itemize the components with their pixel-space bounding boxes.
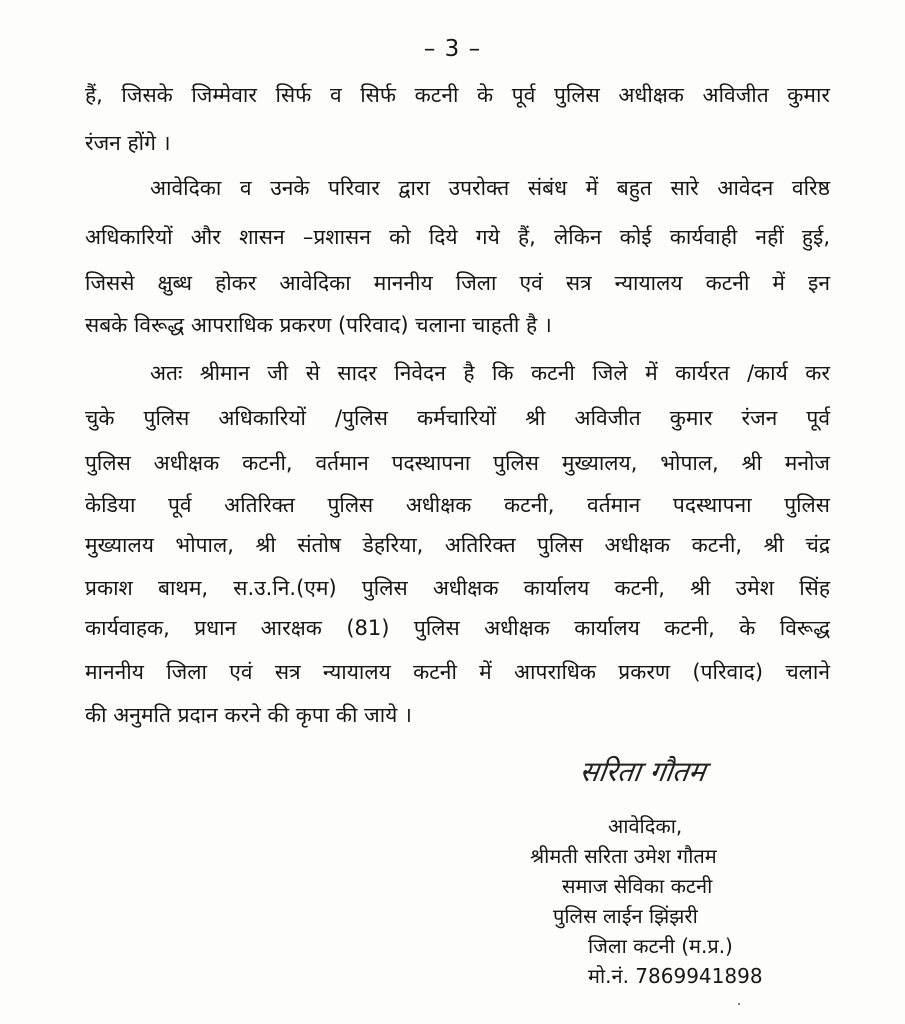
paragraph-1-line-2: रंजन होंगे । bbox=[85, 131, 171, 155]
paragraph-3-line-8: माननीय जिला एवं सत्र न्यायालय कटनी में आपराधिक प्रकरण (परिवाद) चलाने bbox=[85, 660, 830, 684]
paragraph-3-line-2: चुके पुलिस अधिकारियों /पुलिस कर्मचारियों श्री अविजीत कुमार रंजन पूर्व bbox=[85, 406, 830, 430]
paragraph-3-line-6: प्रकाश बाथम, स.उ.नि.(एम) पुलिस अधीक्षक कार्यालय कटनी, श्री उमेश सिंह bbox=[85, 576, 830, 600]
handwritten-signature: सरिता गौतम bbox=[577, 755, 708, 788]
sender-name: श्रीमती सरिता उमेश गौतम bbox=[530, 844, 717, 868]
paragraph-2-line-4: सबके विरूद्ध आपराधिक प्रकरण (परिवाद) चलाना चाहती है । bbox=[85, 313, 552, 337]
sender-address: पुलिस लाईन झिंझरी bbox=[553, 904, 698, 928]
sender-district: जिला कटनी (म.प्र.) bbox=[588, 934, 733, 958]
paragraph-3-line-1: अतः श्रीमान जी से सादर निवेदन है कि कटनी जिले में कार्यरत /कार्य कर bbox=[150, 361, 830, 385]
paragraph-3-line-9: की अनुमति प्रदान करने की कृपा की जाये । bbox=[85, 703, 412, 727]
scan-speck bbox=[738, 1003, 740, 1005]
paragraph-2-line-3: जिससे क्षुब्ध होकर आवेदिका माननीय जिला एवं सत्र न्यायालय कटनी में इन bbox=[85, 271, 830, 295]
page-number: – 3 – bbox=[423, 36, 482, 62]
paragraph-2-line-1: आवेदिका व उनके परिवार द्वारा उपरोक्त संबंध में बहुत सारे आवेदन वरिष्ठ bbox=[150, 176, 830, 200]
sender-designation: आवेदिका, bbox=[608, 814, 683, 838]
paragraph-3-line-7: कार्यवाहक, प्रधान आरक्षक (81) पुलिस अधीक्षक कार्यालय कटनी, के विरूद्ध bbox=[85, 616, 830, 640]
sender-role: समाज सेविका कटनी bbox=[562, 874, 713, 898]
paragraph-1-line-1: हैं, जिसके जिम्मेवार सिर्फ व सिर्फ कटनी के पूर्व पुलिस अधीक्षक अविजीत कुमार bbox=[85, 83, 830, 107]
paragraph-3-line-5: मुख्यालय भोपाल, श्री संतोष डेहरिया, अतिरिक्त पुलिस अधीक्षक कटनी, श्री चंद्र bbox=[85, 533, 830, 557]
sender-mobile: मो.नं. 7869941898 bbox=[588, 964, 763, 988]
paragraph-3-line-3: पुलिस अधीक्षक कटनी, वर्तमान पदस्थापना पुलिस मुख्यालय, भोपाल, श्री मनोज bbox=[85, 451, 830, 475]
paragraph-2-line-2: अधिकारियों और शासन –प्रशासन को दिये गये हैं, लेकिन कोई कार्यवाही नहीं हुई, bbox=[85, 225, 830, 249]
paragraph-3-line-4: केडिया पूर्व अतिरिक्त पुलिस अधीक्षक कटनी, वर्तमान पदस्थापना पुलिस bbox=[85, 493, 830, 517]
